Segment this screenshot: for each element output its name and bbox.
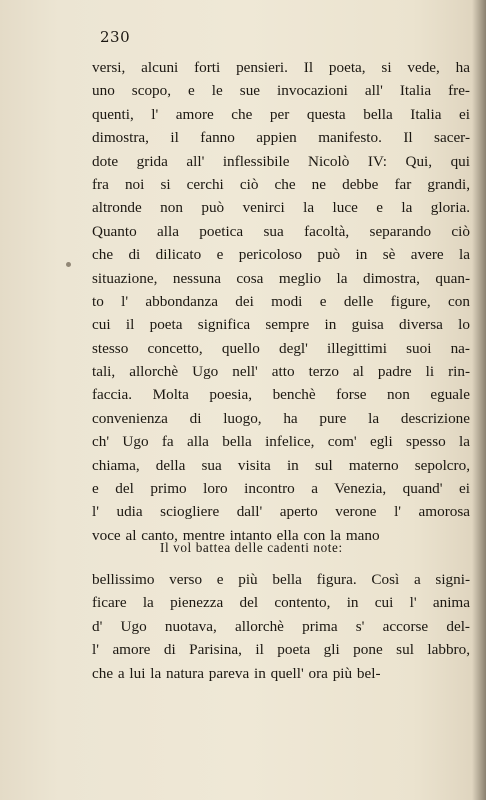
page-number: 230 — [100, 28, 131, 46]
text-line: versi, alcuni forti pensieri. Il poeta, si vede, ha — [92, 59, 470, 76]
text-line: dote grida all' inflessibile Nicolò IV: Qui, qui — [92, 152, 470, 170]
text-line: chiama, della sua visita in sul materno sepolcro, — [92, 456, 470, 474]
text-line: uno scopo, e le sue invocazioni all' Italia fre- — [92, 82, 470, 100]
text-line: faccia. Molta poesia, benchè forse non eguale — [92, 386, 470, 404]
text-line: situazione, nessuna cosa meglio la dimostra, quan- — [92, 269, 470, 287]
text-line: cui il poeta significa sempre in guisa diversa lo — [92, 316, 470, 334]
text-line: voce al canto, mentre intanto ella con la mano — [92, 526, 380, 544]
text-line: l' amore di Parisina, il poeta gli pone sul labbro, — [92, 641, 470, 659]
text-line: dimostra, il fanno appien manifesto. Il sacer- — [92, 129, 470, 147]
text-line: quenti, l' amore che per questa bella Italia ei — [92, 105, 470, 123]
text-line: Quanto alla poetica sua facoltà, separando ciò — [92, 222, 470, 240]
text-line: tali, allorchè Ugo nell' atto terzo al padre li rin- — [92, 363, 470, 381]
text-line: ficare la pienezza del contento, in cui l' anima — [92, 594, 470, 612]
text-line: e del primo loro incontro a Venezia, quand' ei — [92, 480, 470, 498]
text-line: bellissimo verso e più bella figura. Così a signi- — [92, 571, 470, 588]
text-line: ch' Ugo fa alla bella infelice, com' egli spesso la — [92, 433, 470, 451]
text-line: to l' abbondanza dei modi e delle figure, con — [92, 292, 470, 310]
text-line: che di dilicato e pericoloso può in sè avere la — [92, 246, 470, 264]
text-line: fra noi si cerchi ciò che ne debbe far grandi, — [92, 175, 470, 193]
margin-ink-mark — [66, 262, 71, 267]
text-line: che a lui la natura pareva in quell' ora più bel- — [92, 664, 381, 682]
paragraph-one — [92, 56, 470, 547]
text-line: convenienza di luogo, ha pure la descrizione — [92, 409, 470, 427]
text-line: stesso concetto, quello degl' illegittimi suoi na- — [92, 339, 470, 357]
quoted-verse: Il vol battea delle cadenti note: — [160, 540, 343, 555]
text-line: d' Ugo nuotava, allorchè prima s' accorse del- — [92, 617, 470, 635]
text-line: l' udia sciogliere dall' aperto verone l' amorosa — [92, 503, 470, 521]
text-line: altronde non può venirci la luce e la gloria. — [92, 199, 470, 217]
paragraph-two — [92, 568, 470, 685]
